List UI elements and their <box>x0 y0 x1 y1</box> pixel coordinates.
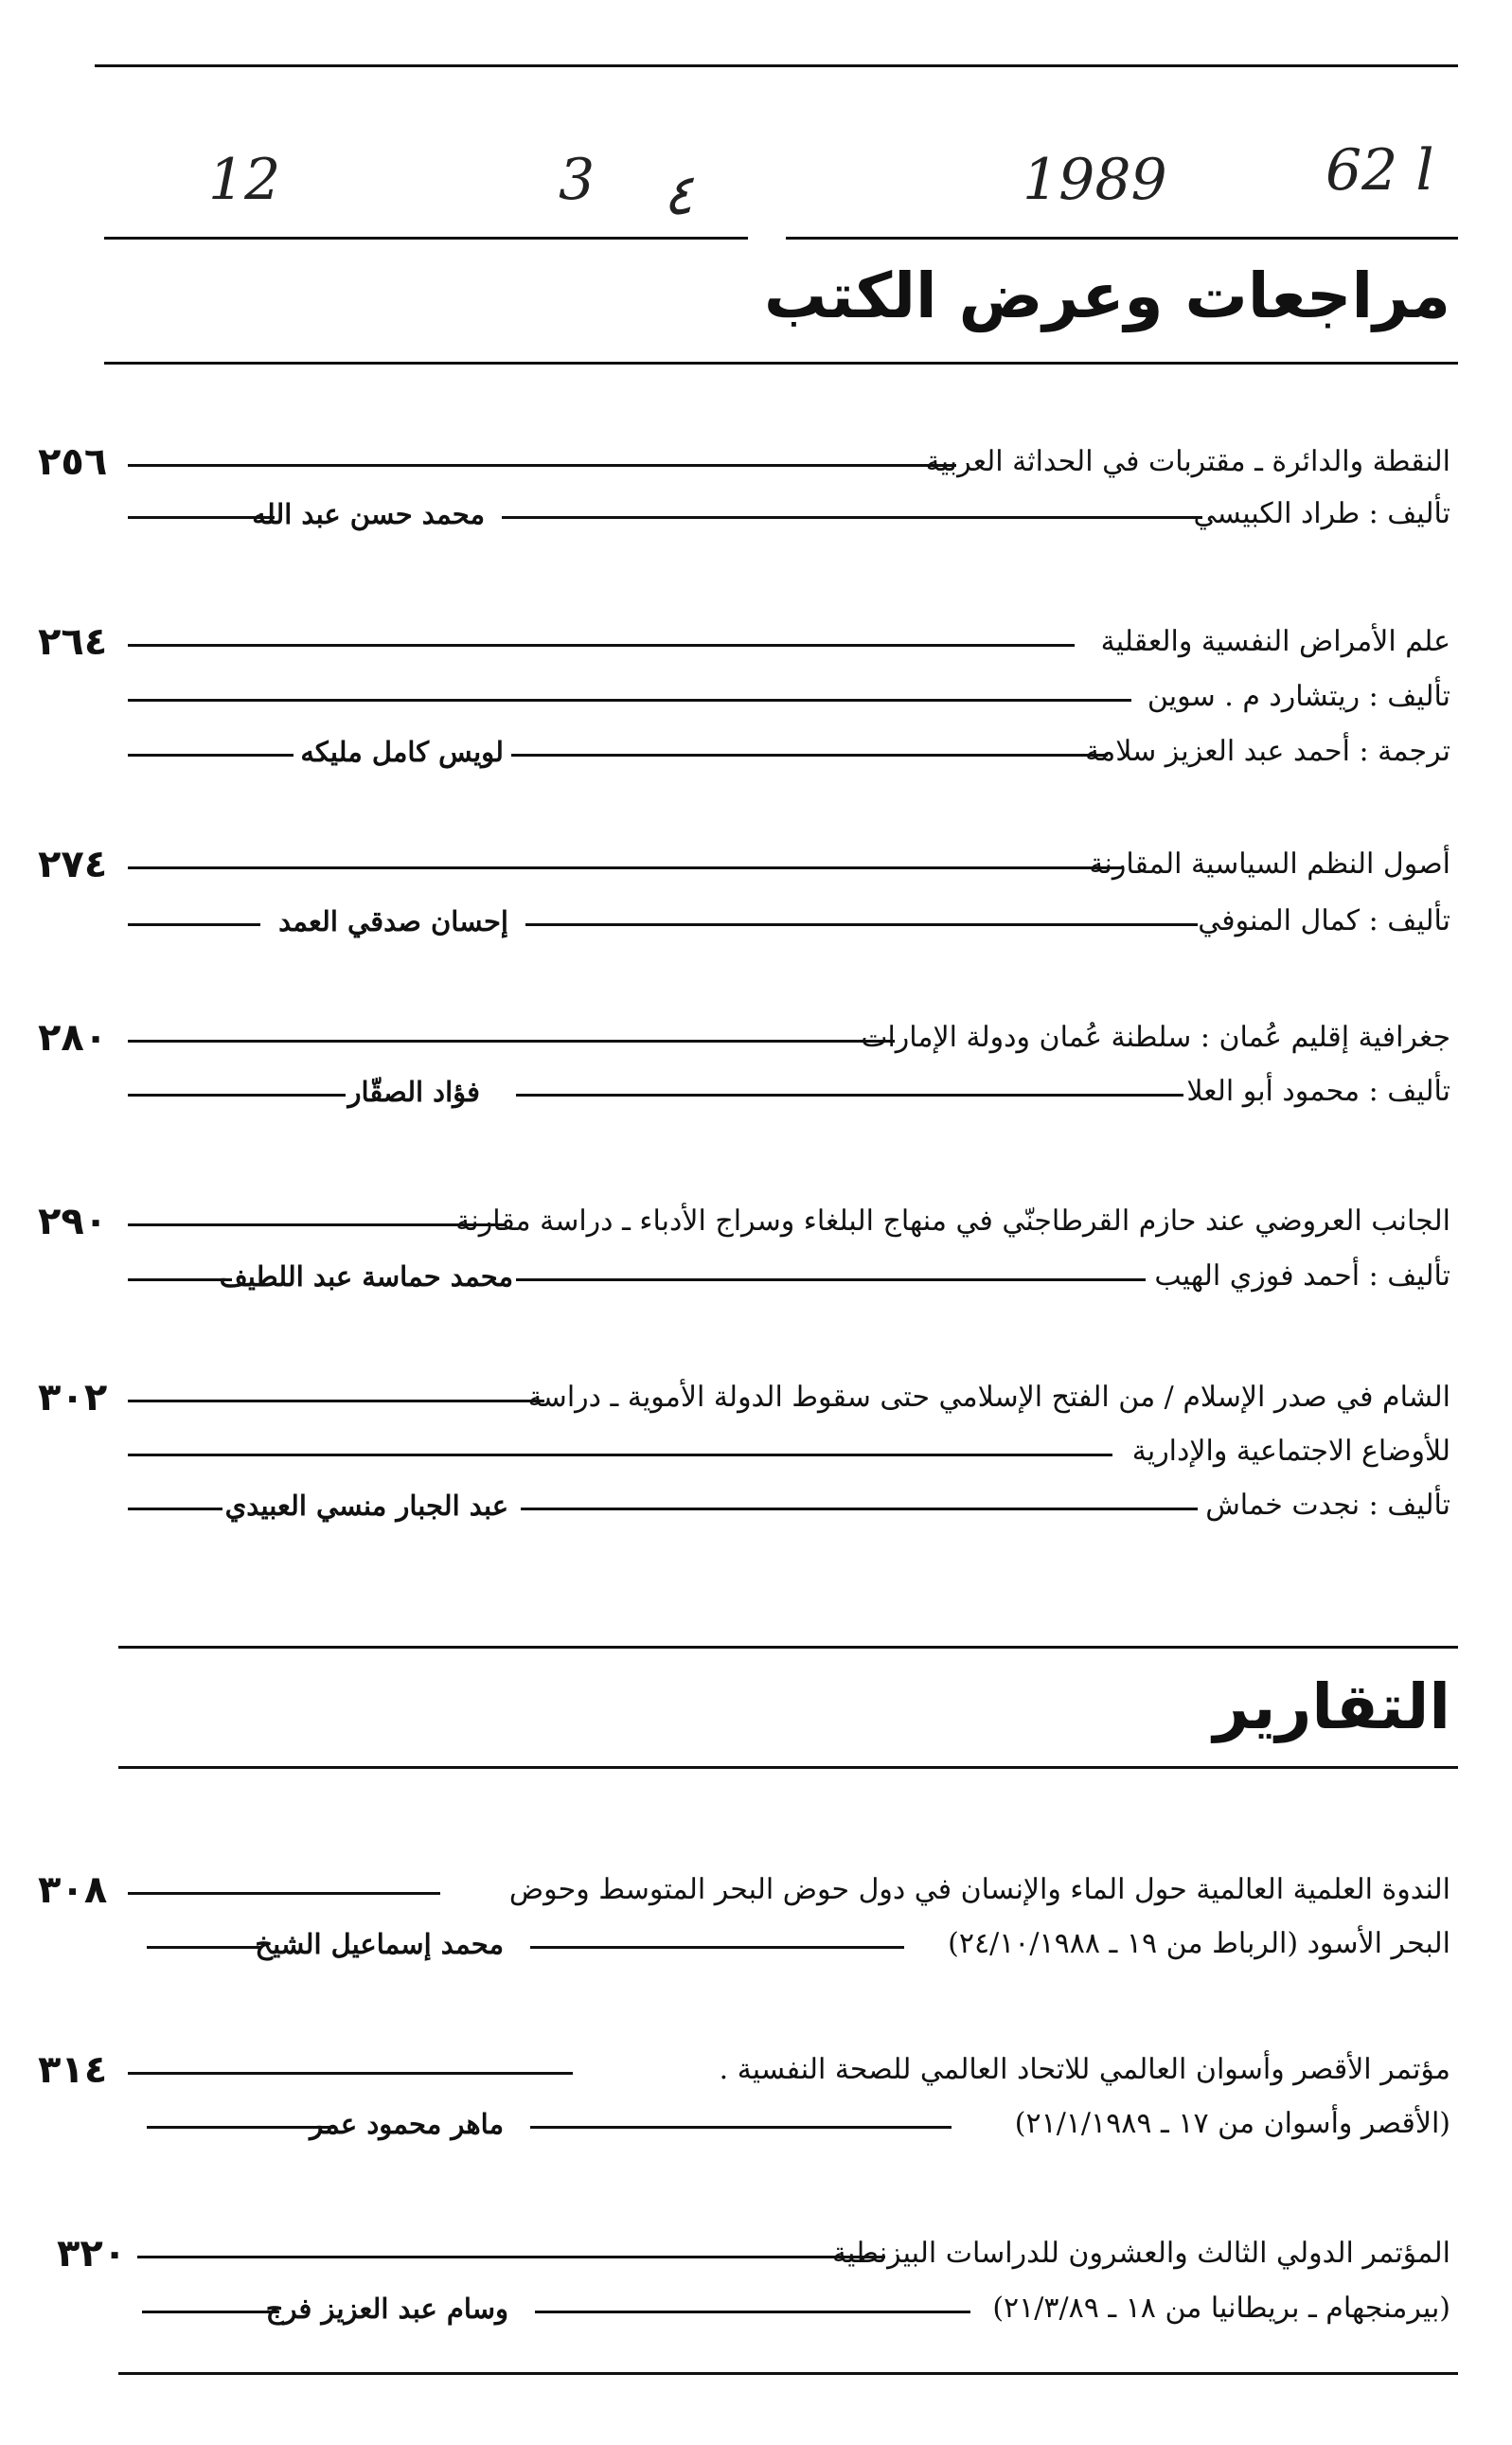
reviewer: محمد حسن عبد الله <box>252 498 485 530</box>
page-number: ٢٨٠ <box>38 1016 108 1060</box>
leader-line <box>128 699 1131 702</box>
leader-line <box>535 2311 970 2313</box>
review-title: أصول النظم السياسية المقارنة <box>1089 848 1450 881</box>
reports-section-title: التقارير <box>1213 1670 1450 1743</box>
review-title: جغرافية إقليم عُمان : سلطنة عُمان ودولة الإمارات <box>861 1021 1450 1054</box>
review-title: الشام في صدر الإسلام / من الفتح الإسلامي حتى سقوط الدولة الأموية ـ دراسة <box>527 1381 1450 1414</box>
report-title: مؤتمر الأقصر وأسوان العالمي للاتحاد العالمي للصحة النفسية . <box>719 2053 1450 2086</box>
page-number: ٢٧٤ <box>38 843 108 886</box>
page-number: ٣١٤ <box>38 2048 108 2092</box>
page-number: ٢٦٤ <box>38 620 108 664</box>
report-subtitle: (بيرمنجهام ـ بريطانيا من ١٨ ـ ٢١/٣/٨٩) <box>992 2292 1450 2325</box>
leader-line <box>128 516 275 519</box>
leader-line <box>128 1892 440 1895</box>
reviewer: لويس كامل مليكه <box>300 736 504 768</box>
review-6-title-line <box>0 1371 1512 1424</box>
reviews-section-title: مراجعات وعرض الكتب <box>764 259 1450 332</box>
reviewer: محمد إسماعيل الشيخ <box>255 1928 504 1960</box>
review-5-title-line <box>0 1195 1512 1248</box>
report-1-subtitle-line <box>0 1918 1512 1971</box>
page-number: ٣٠٢ <box>38 1376 108 1419</box>
translator: ترجمة : أحمد عبد العزيز سلامة <box>1085 735 1450 768</box>
leader-line <box>128 1508 222 1510</box>
leader-line <box>137 2256 885 2258</box>
author: تأليف : محمود أبو العلا <box>1186 1075 1450 1108</box>
reports-title-rule <box>118 1766 1458 1769</box>
report-subtitle: البحر الأسود (الرباط من ١٩ ـ ٢٤/١٠/١٩٨٨) <box>948 1927 1450 1960</box>
review-title: الجانب العروضي عند حازم القرطاجنّي في منهاج البلغاء وسراج الأدباء ـ دراسة مقارنة <box>455 1205 1450 1238</box>
leader-line <box>530 2126 952 2129</box>
review-6-author-line <box>0 1479 1512 1532</box>
page-number: ٢٥٦ <box>38 440 108 484</box>
reviews-title-rule <box>104 362 1458 365</box>
annotation-year: 1989 <box>1023 147 1167 213</box>
review-4-author-line <box>0 1065 1512 1118</box>
report-1-title-line <box>0 1864 1512 1917</box>
leader-line <box>128 1094 346 1097</box>
leader-line <box>128 1040 895 1043</box>
leader-line <box>128 866 1122 869</box>
review-1-author-line <box>0 488 1512 541</box>
annotation-left: 12 <box>208 147 281 213</box>
reviewer: عبد الجبار منسي العبيدي <box>224 1490 508 1522</box>
leader-line <box>128 464 956 467</box>
leader-line <box>147 2126 336 2129</box>
author: تأليف : ريتشارد م . سوين <box>1147 680 1450 713</box>
leader-line <box>530 1946 904 1949</box>
leader-line <box>128 754 294 757</box>
reviewer: ماهر محمود عمر <box>310 2108 504 2140</box>
author: تأليف : نجدت خماش <box>1205 1489 1450 1522</box>
leader-line <box>516 1278 1146 1281</box>
leader-line <box>128 923 260 926</box>
review-title: النقطة والدائرة ـ مقتربات في الحداثة العربية <box>925 445 1450 478</box>
review-3-author-line <box>0 895 1512 948</box>
review-6-title-cont-line <box>0 1425 1512 1478</box>
annotation-number: ٤ <box>663 162 694 228</box>
report-3-subtitle-line <box>0 2282 1512 2335</box>
reviewer: وسام عبد العزيز فرج <box>265 2293 508 2325</box>
reviewer: فؤاد الصقّار <box>347 1076 480 1108</box>
leader-line <box>516 1094 1183 1097</box>
reports-top-rule <box>118 1646 1458 1649</box>
review-2-translator-line <box>0 725 1512 778</box>
leader-line <box>142 2311 279 2313</box>
top-rule <box>95 64 1458 67</box>
review-title-continued: للأوضاع الاجتماعية والإدارية <box>1131 1435 1450 1468</box>
leader-line <box>128 1454 1112 1456</box>
page-number: ٣٢٠ <box>57 2232 127 2275</box>
leader-line <box>128 644 1075 647</box>
report-title: المؤتمر الدولي الثالث والعشرون للدراسات البيزنطية <box>831 2237 1450 2270</box>
reviewer: محمد حماسة عبد اللطيف <box>219 1260 513 1293</box>
reviewer: إحسان صدقي العمد <box>278 905 508 937</box>
leader-line <box>511 754 1108 757</box>
leader-line <box>525 923 1198 926</box>
leader-line <box>128 2072 573 2075</box>
header-rule-right <box>786 237 1458 240</box>
author: تأليف : طراد الكبيسي <box>1193 497 1450 530</box>
report-2-subtitle-line <box>0 2097 1512 2151</box>
annotation-issue: 3 <box>559 147 596 213</box>
review-title: علم الأمراض النفسية والعقلية <box>1100 625 1450 658</box>
review-2-title-line <box>0 616 1512 669</box>
bottom-rule <box>118 2372 1458 2375</box>
leader-line <box>147 1946 260 1949</box>
leader-line <box>128 1400 544 1402</box>
review-2-author-line <box>0 670 1512 723</box>
page-number: ٢٩٠ <box>38 1200 108 1243</box>
leader-line <box>128 1223 507 1226</box>
leader-line <box>521 1508 1198 1510</box>
report-subtitle: (الأقصر وأسوان من ١٧ ـ ٢١/١/١٩٨٩) <box>1014 2107 1450 2140</box>
author: تأليف : أحمد فوزي الهيب <box>1154 1259 1450 1293</box>
review-3-title-line <box>0 838 1512 891</box>
review-4-title-line <box>0 1011 1512 1064</box>
review-1-title-line <box>0 436 1512 489</box>
report-2-title-line <box>0 2043 1512 2097</box>
header-rule-left <box>104 237 748 240</box>
annotation-code: 62 l <box>1325 137 1434 204</box>
leader-line <box>502 516 1202 519</box>
leader-line <box>128 1278 232 1281</box>
author: تأليف : كمال المنوفي <box>1198 904 1450 937</box>
report-3-title-line <box>0 2227 1512 2280</box>
page-number: ٣٠٨ <box>38 1868 108 1912</box>
report-title: الندوة العلمية العالمية حول الماء والإنسان في دول حوض البحر المتوسط وحوض <box>508 1873 1450 1906</box>
review-5-author-line <box>0 1250 1512 1303</box>
